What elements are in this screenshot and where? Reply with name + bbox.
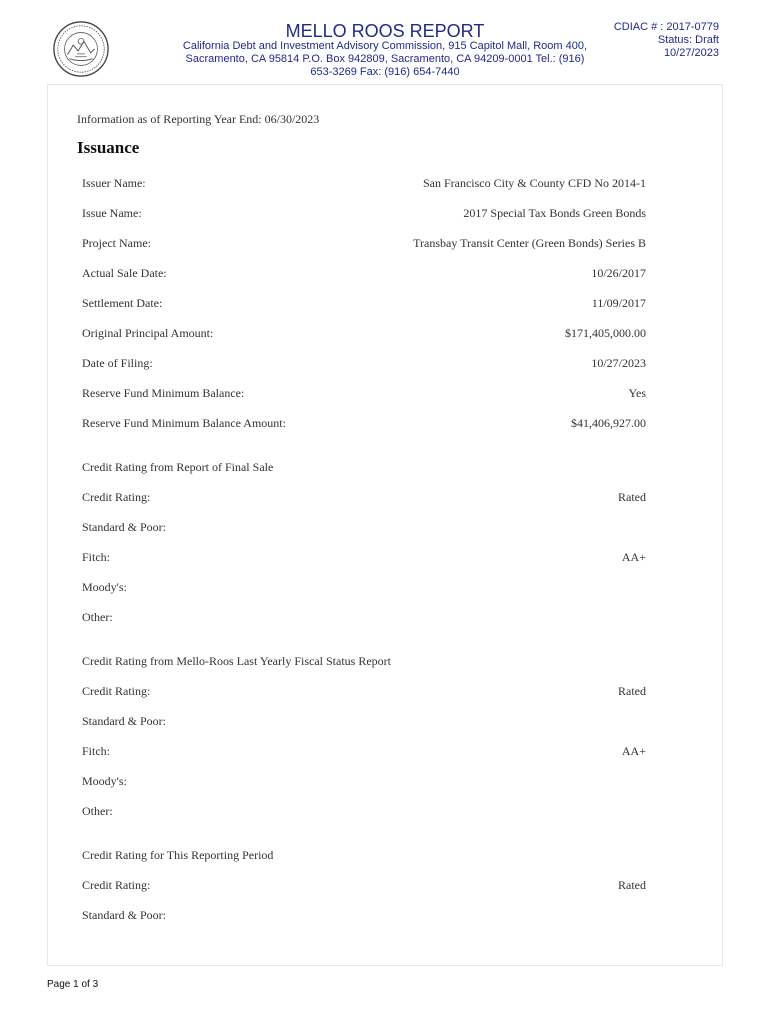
cdiac-number: CDIAC # : 2017-0779 [613, 21, 719, 33]
issuance-row [82, 236, 646, 252]
issuance-row [82, 386, 646, 402]
field-value: 11/09/2017 [591, 296, 646, 310]
field-value: AA+ [621, 744, 646, 758]
state-seal-logo [52, 20, 110, 78]
field-value: 10/26/2017 [591, 266, 646, 280]
commission-address: California Debt and Investment Advisory Commission, 915 Capitol Mall, Room 400, Sacramento, CA 95814 P.O. Box 942809, Sacramento, CA 94209-0001 Tel.: (916) 653-3269 Fax: (916) 654-7440 [182, 40, 588, 78]
report-title: MELLO ROOS REPORT [285, 21, 485, 41]
section-title-issuance: Issuance [77, 138, 140, 157]
field-label: Other: [82, 804, 113, 818]
field-label: Original Principal Amount: [82, 326, 214, 340]
report-meta [614, 21, 719, 60]
rating-row [82, 520, 646, 536]
issuance-row [82, 176, 646, 192]
subsection-heading-final-sale: Credit Rating from Report of Final Sale [82, 460, 274, 474]
field-label: Moody's: [82, 580, 127, 594]
field-value: $171,405,000.00 [565, 326, 646, 340]
reporting-year-info: Information as of Reporting Year End: 06/30/2023 [77, 112, 320, 126]
issuance-row [82, 206, 646, 222]
field-label: Actual Sale Date: [82, 266, 167, 280]
report-date: 10/27/2023 [663, 47, 719, 59]
page-number: Page 1 of 3 [47, 979, 99, 990]
field-value: Rated [618, 490, 646, 504]
issuance-row [82, 296, 646, 312]
field-value: Yes [628, 386, 646, 400]
rating-row [82, 878, 646, 894]
subsection-heading-fiscal-status: Credit Rating from Mello-Roos Last Yearly Fiscal Status Report [82, 654, 391, 668]
field-value: AA+ [621, 550, 646, 564]
field-label: Credit Rating: [82, 684, 151, 698]
issuance-row [82, 326, 646, 342]
rating-row [82, 610, 646, 626]
issuance-row [82, 356, 646, 372]
field-label: Settlement Date: [82, 296, 163, 310]
field-label: Moody's: [82, 774, 127, 788]
rating-row [82, 804, 646, 820]
rating-row [82, 908, 646, 924]
rating-row [82, 714, 646, 730]
field-label: Standard & Poor: [82, 520, 166, 534]
field-value: San Francisco City & County CFD No 2014-1 [422, 176, 646, 190]
field-value: Rated [618, 684, 646, 698]
field-label: Issue Name: [82, 206, 142, 220]
field-label: Fitch: [82, 550, 111, 564]
field-label: Project Name: [82, 236, 151, 250]
field-label: Credit Rating: [82, 878, 151, 892]
field-label: Standard & Poor: [82, 714, 166, 728]
rating-row [82, 774, 646, 790]
field-label: Standard & Poor: [82, 908, 166, 922]
field-label: Reserve Fund Minimum Balance: [82, 386, 245, 400]
field-value: 2017 Special Tax Bonds Green Bonds [463, 206, 646, 220]
issuance-row [82, 266, 646, 282]
subsection-heading-reporting-period: Credit Rating for This Reporting Period [82, 848, 274, 862]
field-label: Issuer Name: [82, 176, 146, 190]
status-label: Status: Draft [657, 34, 719, 46]
rating-row [82, 580, 646, 596]
issuance-row [82, 416, 646, 432]
rating-row [82, 490, 646, 506]
field-label: Other: [82, 610, 113, 624]
field-label: Credit Rating: [82, 490, 151, 504]
field-value: Rated [618, 878, 646, 892]
rating-row [82, 744, 646, 760]
rating-row [82, 684, 646, 700]
field-value: $41,406,927.00 [571, 416, 646, 430]
field-label: Fitch: [82, 744, 111, 758]
field-label: Date of Filing: [82, 356, 153, 370]
rating-row [82, 550, 646, 566]
field-value: Transbay Transit Center (Green Bonds) Series B [413, 236, 646, 250]
field-value: 10/27/2023 [591, 356, 646, 370]
field-label: Reserve Fund Minimum Balance Amount: [82, 416, 286, 430]
